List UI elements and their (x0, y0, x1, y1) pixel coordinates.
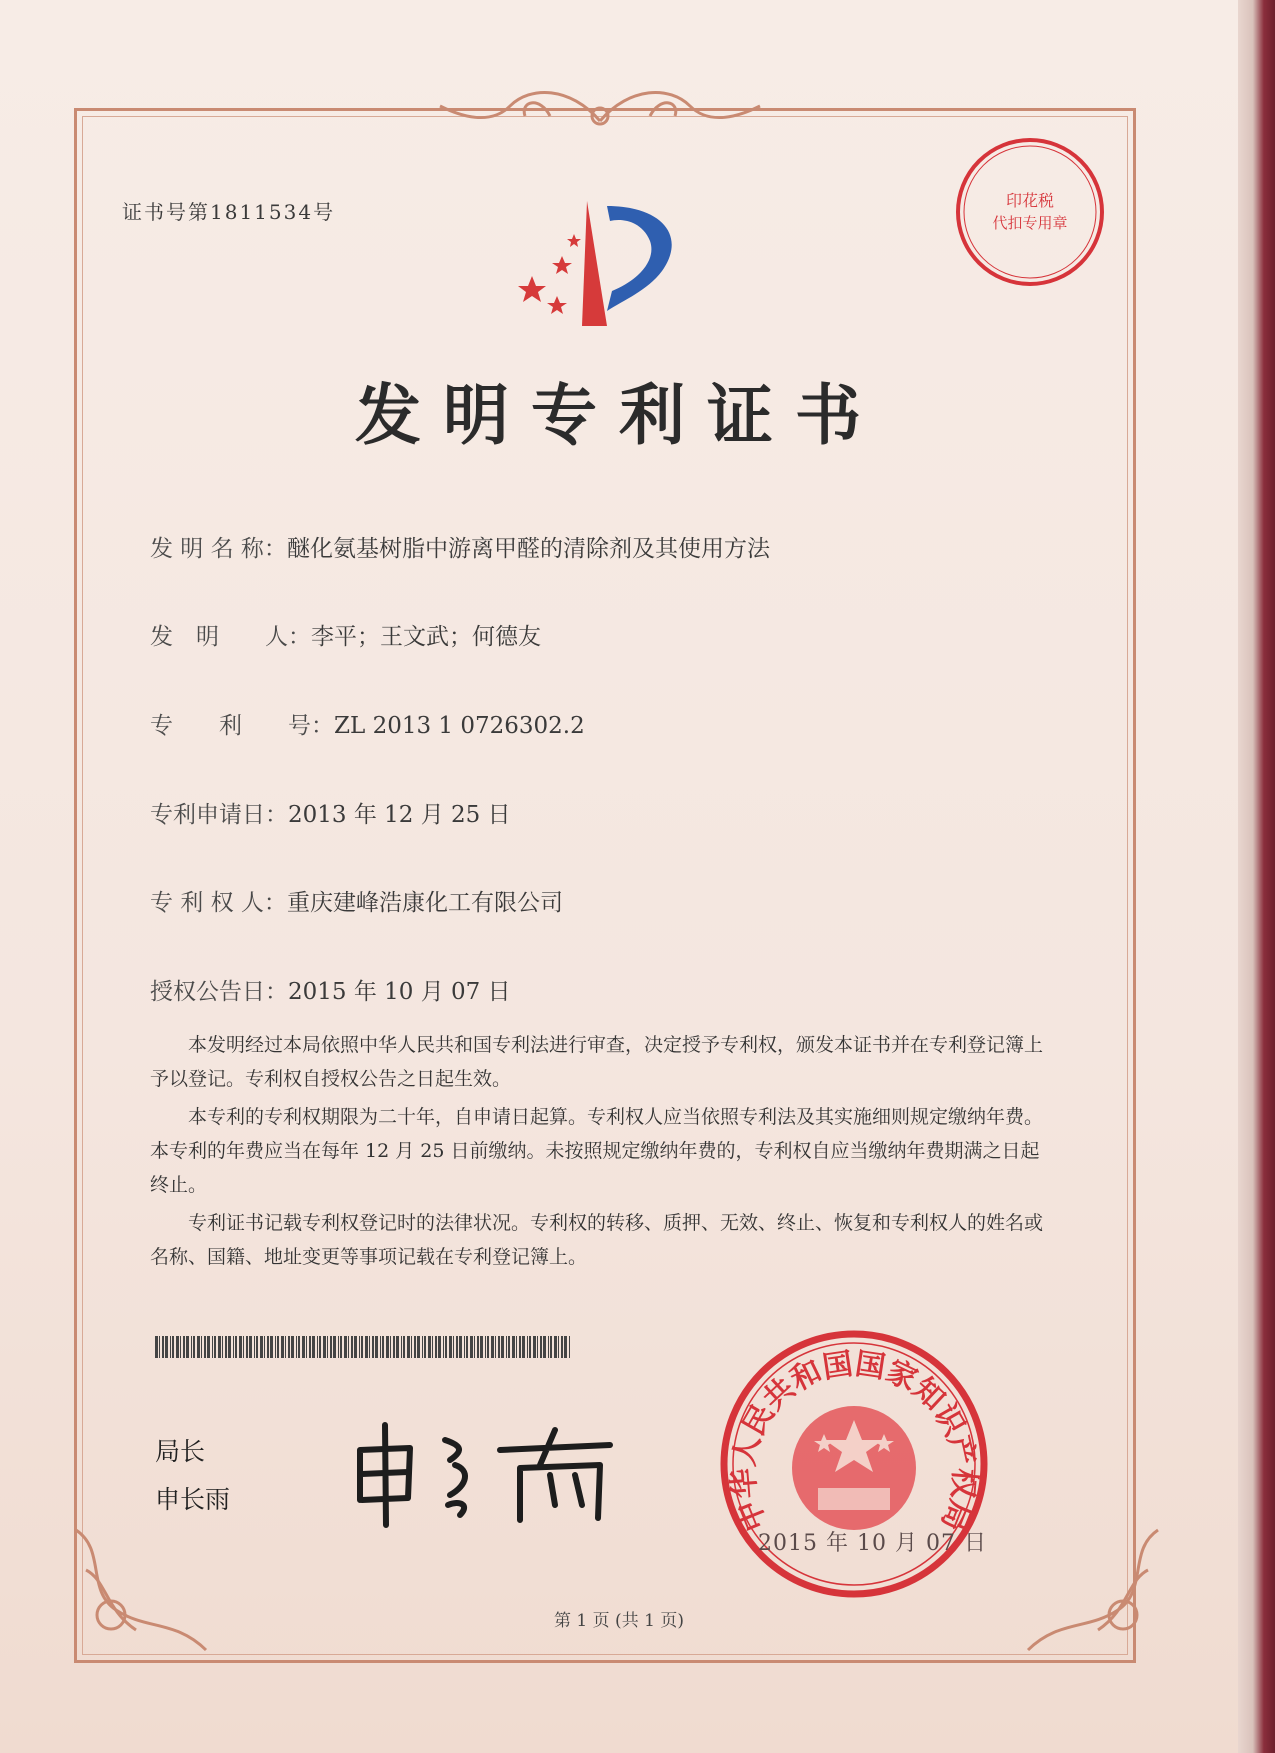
corner-ornament-bottom-right (1018, 1510, 1168, 1660)
field-value: 2013 年 12 月 25 日 (288, 802, 511, 828)
page-title: 发明专利证书 (355, 376, 883, 454)
svg-text:印花税: 印花税 (1005, 191, 1055, 210)
corner-ornament-bottom-left (66, 1510, 216, 1660)
field-value: 李平；王文武；何德友 (311, 624, 541, 650)
field-label: 专 利 号： (150, 713, 334, 739)
field-label: 发 明 人： (150, 624, 311, 650)
field-grant-date (150, 973, 511, 1006)
director-title: 局长 (155, 1437, 206, 1466)
field-value: ZL 2013 1 0726302.2 (334, 713, 585, 739)
top-ornament (420, 76, 780, 136)
certificate-number: 证书号第1811534号 (122, 200, 336, 224)
barcode-icon (155, 1336, 570, 1358)
director-signature (350, 1420, 620, 1530)
seal-text: 中华人民共和国国家知识产权局 (726, 1346, 982, 1536)
tax-stamp-seal-icon (952, 134, 1108, 290)
field-patentee (150, 884, 563, 917)
sipo-official-seal-icon (718, 1328, 990, 1600)
page-number: 第 1 页 (共 1 页) (554, 1611, 684, 1631)
field-value: 醚化氨基树脂中游离甲醛的清除剂及其使用方法 (286, 536, 770, 562)
field-label: 授权公告日： (150, 979, 288, 1005)
sipo-logo-icon (512, 196, 702, 336)
field-label: 专利申请日： (150, 802, 288, 828)
paragraph-1: 本发明经过本局依照中华人民共和国专利法进行审查，决定授予专利权，颁发本证书并在专利登记簿上予以登记。专利权自授权公告之日起生效。 (150, 1034, 1044, 1090)
field-value: 2015 年 10 月 07 日 (288, 979, 511, 1005)
field-label: 专 利 权 人： (150, 890, 287, 916)
field-application-date (150, 796, 511, 829)
page-edge (1238, 0, 1275, 1753)
field-inventors (150, 618, 541, 651)
svg-text:代扣专用章: 代扣专用章 (992, 214, 1068, 232)
field-invention-name (150, 530, 770, 563)
field-patent-number (150, 707, 585, 740)
paragraph-2: 本专利的专利权期限为二十年，自申请日起算。专利权人应当依照专利法及其实施细则规定缴纳年费。本专利的年费应当在每年 12 月 25 日前缴纳。未按照规定缴纳年费的，专利权自应当缴纳年费期满之日起终止。 (150, 1106, 1044, 1196)
field-value: 重庆建峰浩康化工有限公司 (286, 890, 563, 916)
paragraph-3: 专利证书记载专利权登记时的法律状况。专利权的转移、质押、无效、终止、恢复和专利权人的姓名或名称、国籍、地址变更等事项记载在专利登记簿上。 (150, 1212, 1044, 1268)
field-label: 发 明 名 称： (150, 536, 287, 562)
seal-date: 2015 年 10 月 07 日 (758, 1531, 987, 1556)
director-name: 申长雨 (155, 1485, 231, 1514)
